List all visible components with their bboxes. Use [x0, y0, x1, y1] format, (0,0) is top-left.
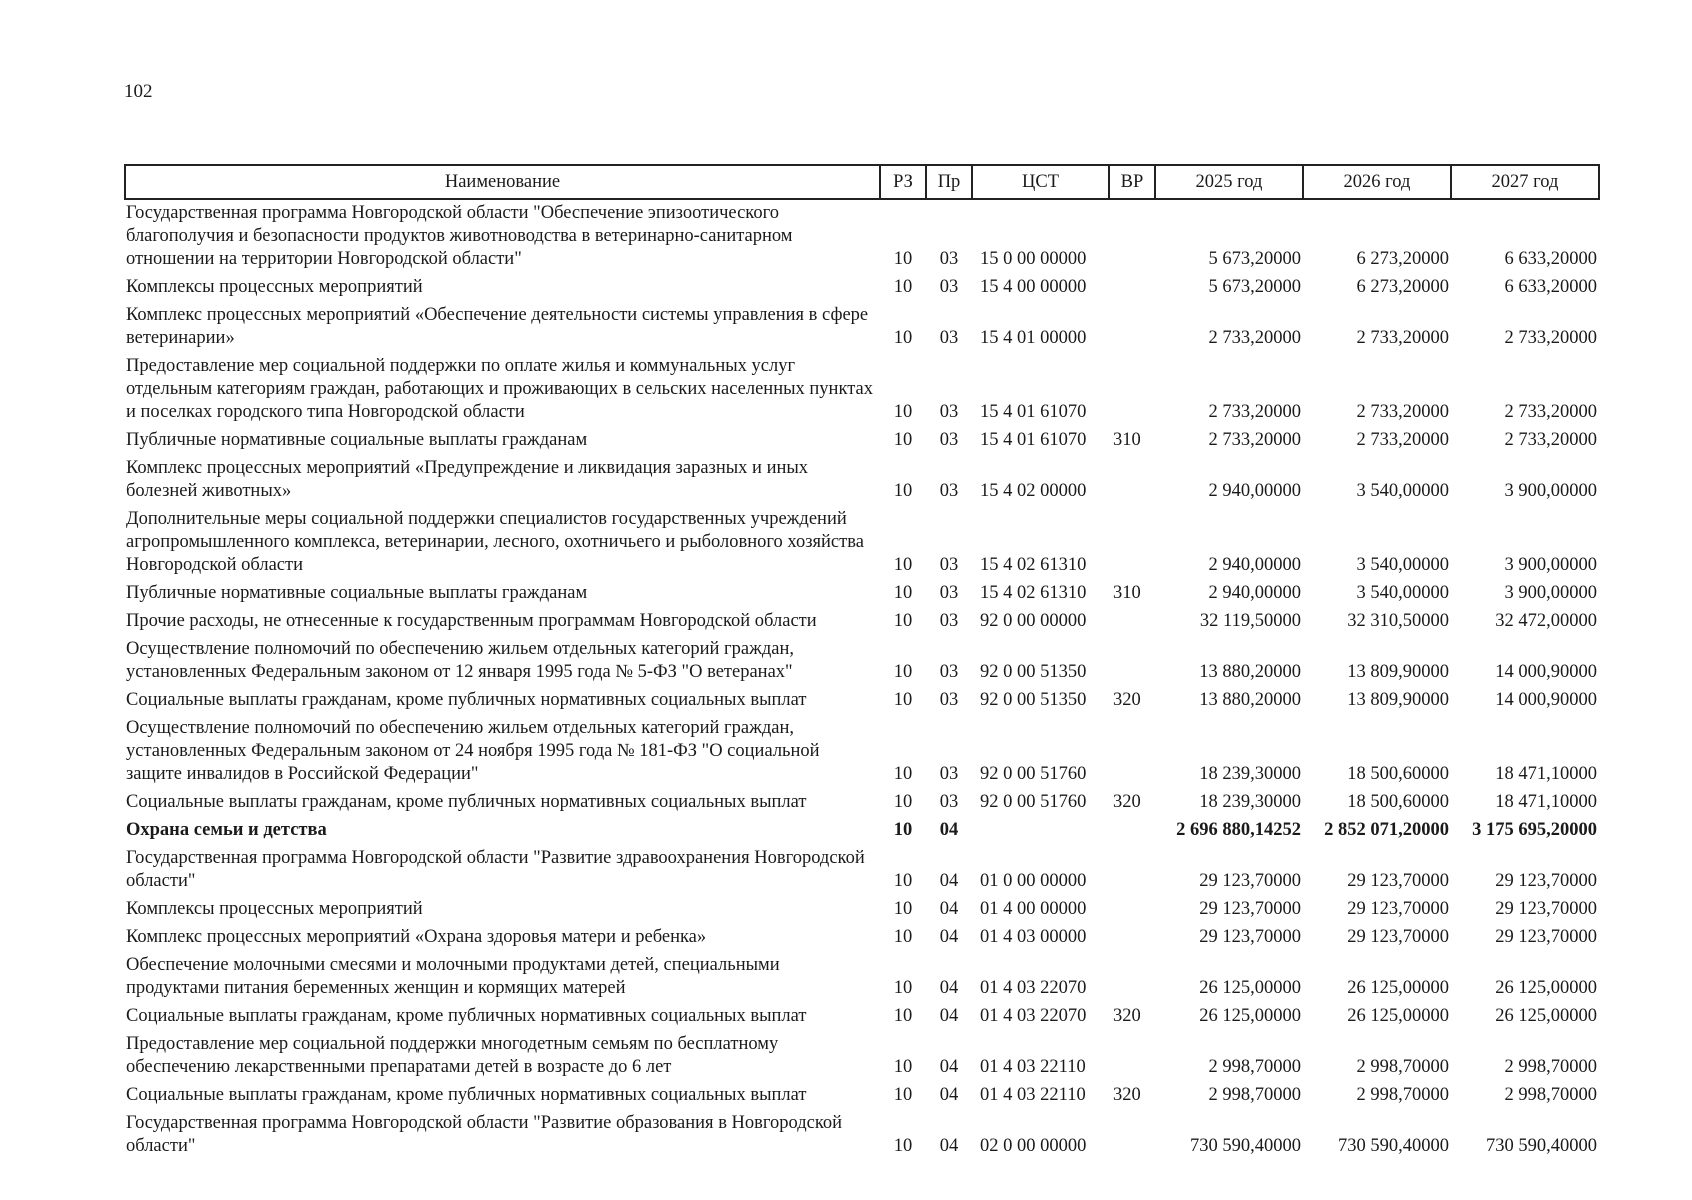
cell-2025: 18 239,30000	[1199, 792, 1301, 812]
cell-cst: 15 4 01 00000	[980, 328, 1087, 348]
cell-2027: 32 472,00000	[1495, 611, 1597, 631]
cell-cst: 15 0 00 00000	[980, 249, 1087, 269]
cell-pr: 03	[939, 430, 959, 450]
cell-cst: 01 4 03 22110	[980, 1057, 1086, 1077]
cell-2027: 2 998,70000	[1504, 1057, 1597, 1077]
cell-vr	[1109, 304, 1155, 355]
cell-rz: 10	[893, 927, 913, 947]
cell-2026: 29 123,70000	[1347, 927, 1449, 947]
cell-rz: 10	[893, 820, 913, 840]
cell-pr: 03	[939, 277, 959, 297]
cell-2027: 2 733,20000	[1504, 328, 1597, 348]
cell-cst: 15 4 02 00000	[980, 481, 1087, 501]
page-number: 102	[124, 81, 153, 102]
cell-cst: 92 0 00 00000	[980, 611, 1087, 631]
cell-name: Комплексы процессных мероприятий	[126, 277, 423, 297]
cell-vr	[1109, 847, 1155, 898]
cell-name: Социальные выплаты гражданам, кроме публичных нормативных социальных выплат	[126, 690, 807, 710]
table-row	[125, 926, 1599, 954]
cell-rz: 10	[893, 764, 913, 784]
cell-2026: 2 733,20000	[1356, 402, 1449, 422]
cell-pr: 04	[939, 1085, 959, 1105]
cell-2026: 29 123,70000	[1347, 871, 1449, 891]
cell-2026: 6 273,20000	[1356, 277, 1449, 297]
header-rz: РЗ	[880, 165, 926, 199]
cell-rz: 10	[893, 249, 913, 269]
cell-name: Государственная программа Новгородской области "Обеспечение эпизоотического благополучия и безопасности продуктов животноводства в ветеринарно-санитарном отношении на территории Новгородской области"	[126, 203, 793, 269]
cell-pr: 04	[939, 1057, 959, 1077]
cell-name: Комплекс процессных мероприятий «Обеспечение деятельности системы управления в сфере ветеринарии»	[126, 305, 869, 348]
cell-vr	[1109, 1033, 1155, 1084]
cell-name: Комплексы процессных мероприятий	[126, 899, 423, 919]
cell-rz: 10	[893, 555, 913, 575]
cell-2026: 13 809,90000	[1347, 662, 1449, 682]
table-row	[125, 429, 1599, 457]
cell-vr	[1109, 508, 1155, 582]
cell-2025: 2 998,70000	[1208, 1057, 1301, 1077]
cell-pr: 04	[939, 820, 959, 840]
cell-name: Социальные выплаты гражданам, кроме публичных нормативных социальных выплат	[126, 1085, 807, 1105]
table-row	[125, 638, 1599, 689]
header-2027: 2027 год	[1451, 165, 1599, 199]
budget-table	[124, 164, 1600, 1163]
cell-cst: 15 4 02 61310	[980, 583, 1087, 603]
cell-2025: 29 123,70000	[1199, 899, 1301, 919]
cell-2027: 3 900,00000	[1504, 583, 1597, 603]
table-row	[125, 1112, 1599, 1163]
cell-vr	[1109, 819, 1155, 847]
cell-2025: 730 590,40000	[1190, 1136, 1301, 1156]
cell-name: Дополнительные меры социальной поддержки специалистов государственных учреждений агропромышленного комплекса, ветеринарии, лесного, охотничьего и рыболовного хозяйства Новгородской области	[126, 509, 864, 575]
cell-2025: 29 123,70000	[1199, 927, 1301, 947]
cell-rz: 10	[893, 328, 913, 348]
cell-2027: 3 900,00000	[1504, 555, 1597, 575]
cell-2027: 26 125,00000	[1495, 1006, 1597, 1026]
cell-2025: 2 733,20000	[1208, 328, 1301, 348]
cell-2026: 3 540,00000	[1356, 583, 1449, 603]
cell-2026: 2 733,20000	[1356, 430, 1449, 450]
header-name: Наименование	[125, 165, 880, 199]
cell-name: Публичные нормативные социальные выплаты гражданам	[126, 583, 588, 603]
cell-rz: 10	[893, 871, 913, 891]
cell-2025: 2 940,00000	[1208, 555, 1301, 575]
cell-rz: 10	[893, 978, 913, 998]
cell-pr: 04	[939, 978, 959, 998]
header-pr: Пр	[926, 165, 972, 199]
cell-2026: 18 500,60000	[1347, 792, 1449, 812]
cell-cst: 01 4 03 22110	[980, 1085, 1086, 1105]
table-row	[125, 954, 1599, 1005]
cell-name: Обеспечение молочными смесями и молочными продуктами детей, специальными продуктами питания беременных женщин и кормящих матерей	[126, 955, 780, 998]
cell-name: Государственная программа Новгородской области "Развитие образования в Новгородской области"	[126, 1113, 843, 1156]
cell-pr: 03	[939, 249, 959, 269]
cell-rz: 10	[893, 899, 913, 919]
cell-2027: 26 125,00000	[1495, 978, 1597, 998]
cell-name: Социальные выплаты гражданам, кроме публичных нормативных социальных выплат	[126, 1006, 807, 1026]
table-row	[125, 898, 1599, 926]
cell-2026: 3 540,00000	[1356, 555, 1449, 575]
cell-vr	[1109, 610, 1155, 638]
cell-pr: 03	[939, 792, 959, 812]
cell-rz: 10	[893, 611, 913, 631]
cell-2026: 6 273,20000	[1356, 249, 1449, 269]
cell-name: Осуществление полномочий по обеспечению жильем отдельных категорий граждан, установленных Федеральным законом от 12 января 1995 года № 5-ФЗ "О ветеранах"	[126, 639, 795, 682]
cell-name: Прочие расходы, не отнесенные к государственным программам Новгородской области	[126, 611, 817, 631]
cell-2025: 13 880,20000	[1199, 690, 1301, 710]
cell-rz: 10	[893, 402, 913, 422]
table-row	[125, 508, 1599, 582]
cell-vr	[1109, 276, 1155, 304]
cell-vr	[1109, 638, 1155, 689]
cell-name: Осуществление полномочий по обеспечению жильем отдельных категорий граждан, установленных Федеральным законом от 24 ноября 1995 года № 181-ФЗ "О социальной защите инвалидов в Российской Федерации"	[126, 718, 820, 784]
cell-cst: 01 4 03 22070	[980, 978, 1087, 998]
cell-rz: 10	[893, 583, 913, 603]
cell-rz: 10	[893, 277, 913, 297]
cell-2026: 730 590,40000	[1338, 1136, 1449, 1156]
table-row	[125, 847, 1599, 898]
cell-2027: 730 590,40000	[1486, 1136, 1597, 1156]
header-2025: 2025 год	[1155, 165, 1303, 199]
cell-2026: 2 998,70000	[1356, 1085, 1449, 1105]
cell-2026: 2 733,20000	[1356, 328, 1449, 348]
cell-cst: 01 0 00 00000	[980, 871, 1087, 891]
cell-vr: 320	[1113, 792, 1141, 812]
cell-pr: 04	[939, 1136, 959, 1156]
cell-cst: 01 4 03 00000	[980, 927, 1087, 947]
cell-name: Предоставление мер социальной поддержки многодетным семьям по бесплатному обеспечению лекарственными препаратами детей в возрасте до 6 лет	[126, 1034, 779, 1077]
table-row	[125, 1005, 1599, 1033]
cell-name: Предоставление мер социальной поддержки по оплате жилья и коммунальных услуг отдельным категориям граждан, работающих и проживающих в сельских населенных пунктах и поселках городского типа Новгородской области	[126, 356, 873, 422]
cell-vr: 320	[1113, 1006, 1141, 1026]
cell-vr	[1109, 457, 1155, 508]
table-header	[125, 165, 1599, 199]
cell-rz: 10	[893, 1136, 913, 1156]
cell-2027: 14 000,90000	[1495, 662, 1597, 682]
cell-2025: 18 239,30000	[1199, 764, 1301, 784]
cell-2027: 18 471,10000	[1495, 792, 1597, 812]
cell-2027: 3 175 695,20000	[1472, 820, 1597, 840]
cell-cst: 15 4 00 00000	[980, 277, 1087, 297]
cell-cst: 15 4 02 61310	[980, 555, 1087, 575]
cell-2026: 2 852 071,20000	[1324, 820, 1449, 840]
cell-rz: 10	[893, 1085, 913, 1105]
table-row	[125, 1033, 1599, 1084]
cell-cst: 01 4 03 22070	[980, 1006, 1087, 1026]
cell-cst: 92 0 00 51350	[980, 690, 1087, 710]
cell-cst: 01 4 00 00000	[980, 899, 1087, 919]
cell-2026: 18 500,60000	[1347, 764, 1449, 784]
cell-2026: 32 310,50000	[1347, 611, 1449, 631]
cell-pr: 03	[939, 328, 959, 348]
cell-rz: 10	[893, 481, 913, 501]
cell-rz: 10	[893, 690, 913, 710]
cell-2027: 6 633,20000	[1504, 249, 1597, 269]
cell-2027: 29 123,70000	[1495, 927, 1597, 947]
table-row	[125, 355, 1599, 429]
header-cst: ЦСТ	[972, 165, 1109, 199]
cell-vr	[1109, 926, 1155, 954]
cell-2025: 13 880,20000	[1199, 662, 1301, 682]
cell-2027: 29 123,70000	[1495, 899, 1597, 919]
cell-vr: 310	[1113, 430, 1141, 450]
cell-pr: 04	[939, 927, 959, 947]
cell-pr: 04	[939, 899, 959, 919]
cell-cst: 15 4 01 61070	[980, 430, 1087, 450]
cell-vr	[1109, 199, 1155, 276]
cell-name: Комплекс процессных мероприятий «Охрана здоровья матери и ребенка»	[126, 927, 707, 947]
cell-vr	[1109, 717, 1155, 791]
cell-cst: 02 0 00 00000	[980, 1136, 1087, 1156]
cell-2025: 29 123,70000	[1199, 871, 1301, 891]
cell-pr: 03	[939, 764, 959, 784]
cell-rz: 10	[893, 662, 913, 682]
cell-rz: 10	[893, 1006, 913, 1026]
cell-2025: 2 696 880,14252	[1176, 820, 1301, 840]
cell-pr: 03	[939, 402, 959, 422]
cell-pr: 03	[939, 690, 959, 710]
cell-2025: 5 673,20000	[1208, 277, 1301, 297]
cell-vr	[1109, 954, 1155, 1005]
cell-pr: 04	[939, 1006, 959, 1026]
cell-2025: 2 998,70000	[1208, 1085, 1301, 1105]
cell-cst: 15 4 01 61070	[980, 402, 1087, 422]
table-row	[125, 276, 1599, 304]
table-row	[125, 791, 1599, 819]
cell-pr: 03	[939, 662, 959, 682]
cell-cst	[972, 819, 1109, 847]
cell-2027: 2 733,20000	[1504, 430, 1597, 450]
cell-2027: 14 000,90000	[1495, 690, 1597, 710]
cell-name: Социальные выплаты гражданам, кроме публичных нормативных социальных выплат	[126, 792, 807, 812]
cell-pr: 03	[939, 481, 959, 501]
cell-2027: 2 733,20000	[1504, 402, 1597, 422]
cell-2026: 13 809,90000	[1347, 690, 1449, 710]
cell-vr	[1109, 898, 1155, 926]
cell-2025: 2 733,20000	[1208, 402, 1301, 422]
table-row	[125, 1084, 1599, 1112]
cell-2026: 2 998,70000	[1356, 1057, 1449, 1077]
table-row	[125, 199, 1599, 276]
table-row	[125, 689, 1599, 717]
cell-2027: 2 998,70000	[1504, 1085, 1597, 1105]
table-row	[125, 457, 1599, 508]
table-row	[125, 304, 1599, 355]
cell-pr: 03	[939, 583, 959, 603]
cell-2027: 6 633,20000	[1504, 277, 1597, 297]
table-body	[125, 199, 1599, 1163]
header-vr: ВР	[1109, 165, 1155, 199]
cell-vr	[1109, 355, 1155, 429]
cell-pr: 04	[939, 871, 959, 891]
cell-name: Государственная программа Новгородской области "Развитие здравоохранения Новгородской области"	[126, 848, 865, 891]
cell-vr: 310	[1113, 583, 1141, 603]
cell-cst: 92 0 00 51760	[980, 764, 1087, 784]
cell-pr: 03	[939, 555, 959, 575]
cell-2025: 2 940,00000	[1208, 583, 1301, 603]
cell-2025: 5 673,20000	[1208, 249, 1301, 269]
cell-2025: 2 733,20000	[1208, 430, 1301, 450]
cell-2025: 26 125,00000	[1199, 1006, 1301, 1026]
cell-2027: 18 471,10000	[1495, 764, 1597, 784]
cell-2025: 26 125,00000	[1199, 978, 1301, 998]
cell-2025: 2 940,00000	[1208, 481, 1301, 501]
cell-vr: 320	[1113, 690, 1141, 710]
cell-rz: 10	[893, 1057, 913, 1077]
cell-2026: 26 125,00000	[1347, 978, 1449, 998]
cell-name: Публичные нормативные социальные выплаты гражданам	[126, 430, 588, 450]
table-row	[125, 610, 1599, 638]
cell-pr: 03	[939, 611, 959, 631]
header-2026: 2026 год	[1303, 165, 1451, 199]
cell-name: Охрана семьи и детства	[126, 820, 327, 840]
table-row	[125, 717, 1599, 791]
cell-2026: 3 540,00000	[1356, 481, 1449, 501]
cell-name: Комплекс процессных мероприятий «Предупреждение и ликвидация заразных и иных болезней животных»	[126, 458, 809, 501]
cell-2025: 32 119,50000	[1199, 611, 1301, 631]
table-row	[125, 582, 1599, 610]
cell-vr	[1109, 1112, 1155, 1163]
cell-2027: 3 900,00000	[1504, 481, 1597, 501]
cell-cst: 92 0 00 51760	[980, 792, 1087, 812]
cell-2027: 29 123,70000	[1495, 871, 1597, 891]
cell-rz: 10	[893, 430, 913, 450]
table-row	[125, 819, 1599, 847]
cell-cst: 92 0 00 51350	[980, 662, 1087, 682]
cell-vr: 320	[1113, 1085, 1141, 1105]
cell-2026: 29 123,70000	[1347, 899, 1449, 919]
cell-rz: 10	[893, 792, 913, 812]
cell-2026: 26 125,00000	[1347, 1006, 1449, 1026]
